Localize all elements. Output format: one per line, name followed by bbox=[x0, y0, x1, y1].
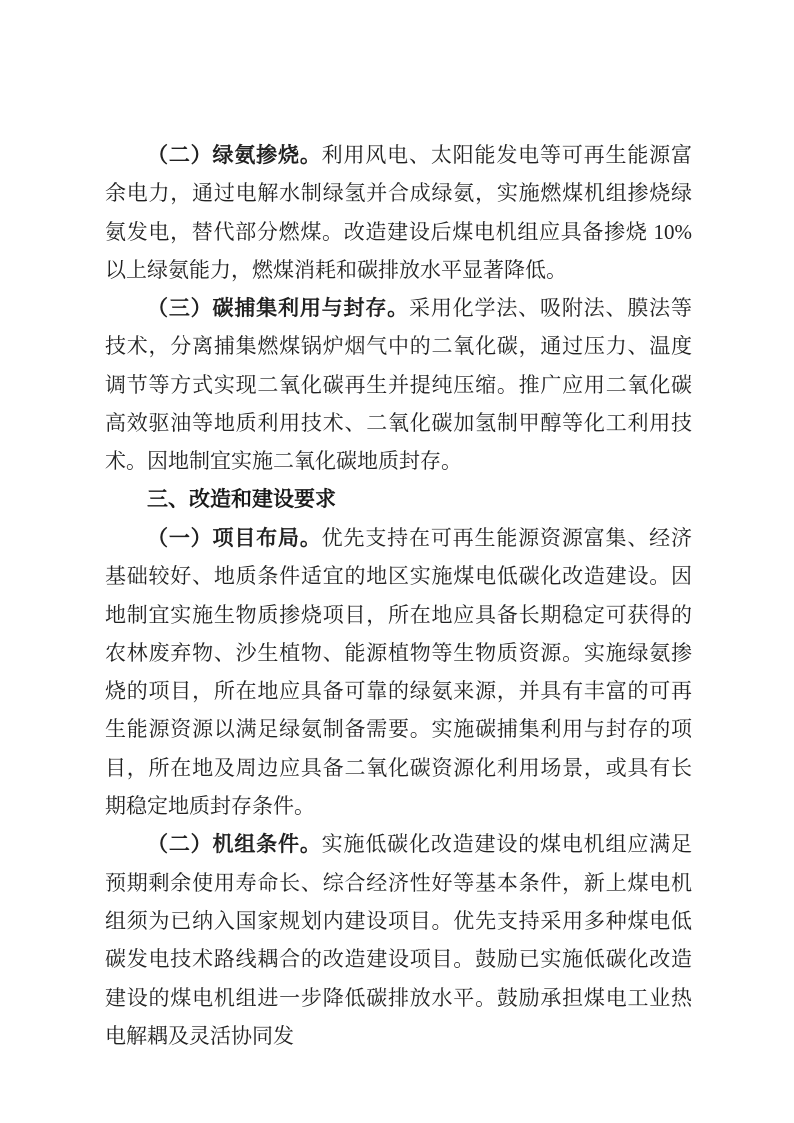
paragraph-carbon-capture-utilization-storage bbox=[105, 289, 692, 480]
paragraph-project-layout bbox=[105, 519, 692, 825]
document-text-block bbox=[105, 136, 692, 1055]
paragraph-lead: （一）项目布局。 bbox=[147, 525, 322, 550]
paragraph-body: 采用化学法、吸附法、膜法等技术，分离捕集燃煤锅炉烟气中的二氧化碳，通过压力、温度调节等方式实现二氧化碳再生并提纯压缩。推广应用二氧化碳高效驱油等地质利用技术、二氧化碳加氢制甲醇等化工利用技术。因地制宜实施二氧化碳地质封存。 bbox=[105, 296, 692, 474]
paragraph-lead: （二）机组条件。 bbox=[147, 832, 322, 857]
section-heading-retrofit-construction-requirements: 三、改造和建设要求 bbox=[147, 487, 336, 511]
paragraph-lead: （二）绿氨掺烧。 bbox=[147, 143, 322, 167]
paragraph-body: 优先支持在可再生能源资源富集、经济基础较好、地质条件适宜的地区实施煤电低碳化改造建设。因地制宜实施生物质掺烧项目，所在地应具备长期稳定可获得的农林废弃物、沙生植物、能源植物等生物质资源。实施绿氨掺烧的项目，所在地应具备可靠的绿氨来源，并具有丰富的可再生能源资源以满足绿氨制备需要。实施碳捕集利用与封存的项目，所在地及周边应具备二氧化碳资源化利用场景，或具有长期稳定地质封存条件。 bbox=[105, 525, 693, 819]
paragraph-lead: （三）碳捕集利用与封存。 bbox=[147, 296, 409, 321]
paragraph-green-ammonia-blending bbox=[105, 136, 692, 289]
paragraph-unit-conditions bbox=[105, 825, 692, 1055]
paragraph-body: 实施低碳化改造建设的煤电机组应满足预期剩余使用寿命长、综合经济性好等基本条件，新上煤电机组须为已纳入国家规划内建设项目。优先支持采用多种煤电低碳发电技术路线耦合的改造建设项目。鼓励已实施低碳化改造建设的煤电机组进一步降低碳排放水平。鼓励承担煤电工业热电解耦及灵活协同发 bbox=[105, 832, 693, 1048]
paragraph-body: 利用风电、太阳能发电等可再生能源富余电力，通过电解水制绿氢并合成绿氨，实施燃煤机组掺烧绿氨发电，替代部分燃煤。改造建设后煤电机组应具备掺烧 10%以上绿氨能力，燃煤消耗和碳排放水平显著降低。 bbox=[105, 143, 693, 282]
